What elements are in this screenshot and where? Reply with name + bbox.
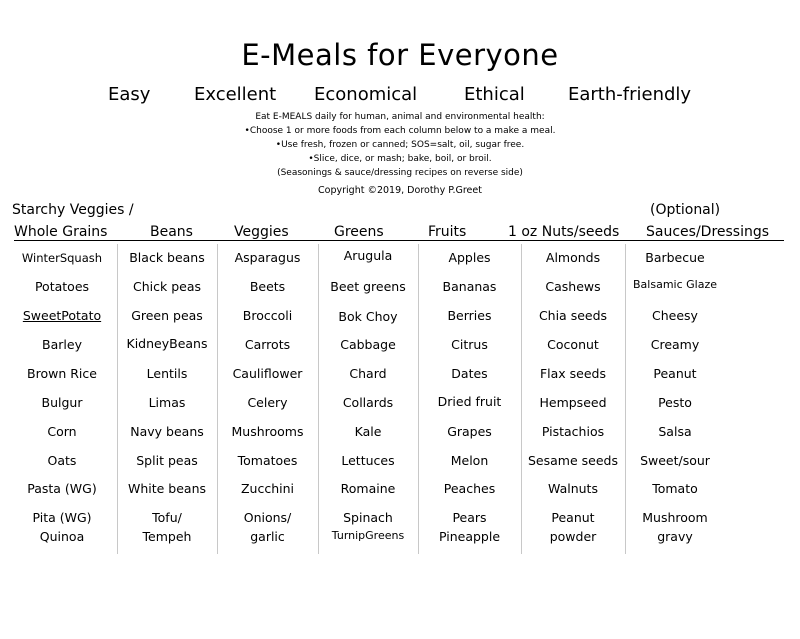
list-item: Potatoes: [34, 279, 90, 294]
list-item: Spinach: [343, 510, 393, 525]
list-item: Balsamic Glaze: [633, 278, 717, 291]
column-beans: [117, 244, 217, 554]
list-item: Cabbage: [340, 337, 396, 352]
list-item: KidneyBeans: [126, 336, 208, 351]
list-item: garlic: [250, 529, 285, 544]
list-item: Cashews: [545, 279, 601, 294]
list-item: Bananas: [442, 279, 497, 294]
header-optional: (Optional): [650, 202, 721, 218]
list-item: gravy: [657, 529, 693, 544]
list-item: Cheesy: [652, 308, 698, 323]
list-item: Onions/: [243, 510, 292, 525]
header-nuts-seeds: 1 oz Nuts/seeds: [508, 224, 620, 240]
instruction-line: Eat E-MEALS daily for human, animal and environmental health:: [255, 112, 545, 122]
list-item: Bok Choy: [338, 309, 398, 324]
list-item: Sweet/sour: [640, 453, 710, 468]
list-item: Creamy: [650, 337, 700, 352]
list-item: Salsa: [658, 424, 692, 439]
list-item: Citrus: [451, 337, 488, 352]
list-item: TurnipGreens: [331, 529, 405, 542]
column-sauces-dressings: [625, 244, 725, 554]
page-title: E-Meals for Everyone: [241, 38, 559, 72]
column-nuts-seeds: [521, 244, 625, 554]
list-item: Pineapple: [438, 529, 501, 544]
list-item: powder: [549, 529, 597, 544]
list-item: Zucchini: [240, 481, 295, 496]
list-item: Peaches: [443, 481, 496, 496]
list-item: Oats: [47, 453, 77, 468]
list-item: Pasta (WG): [27, 481, 97, 496]
instruction-line: •Slice, dice, or mash; bake, boil, or broil.: [308, 154, 492, 164]
copyright-notice: Copyright ©2019, Dorothy P.Greet: [318, 185, 482, 196]
column-fruits: [418, 244, 521, 554]
list-item: Sesame seeds: [528, 453, 618, 468]
list-item: Corn: [47, 424, 77, 439]
header-veggies: Veggies: [234, 224, 289, 240]
list-item: Almonds: [545, 250, 601, 265]
list-item: Collards: [342, 395, 394, 410]
list-item: Grapes: [447, 424, 492, 439]
list-item: Limas: [148, 395, 186, 410]
list-item: Lentils: [146, 366, 188, 381]
list-item: Green peas: [131, 308, 203, 323]
instruction-line: •Use fresh, frozen or canned; SOS=salt, oil, sugar free.: [275, 140, 525, 150]
list-item: Peanut: [551, 510, 595, 525]
instruction-line: •Choose 1 or more foods from each column below to a make a meal.: [244, 126, 556, 136]
list-item: Navy beans: [130, 424, 204, 439]
list-item: Arugula: [343, 248, 393, 263]
header-beans: Beans: [150, 224, 193, 240]
header-greens: Greens: [334, 224, 384, 240]
list-item: Pesto: [658, 395, 692, 410]
instruction-line: (Seasonings & sauce/dressing recipes on reverse side): [277, 168, 523, 178]
list-item: Pita (WG): [32, 510, 92, 525]
list-item: Tomatoes: [237, 453, 298, 468]
tagline-economical: Economical: [314, 84, 418, 105]
list-item: SweetPotato: [22, 308, 102, 323]
list-item: Chard: [349, 366, 387, 381]
column-starchy: [12, 244, 112, 554]
list-item: Barbecue: [645, 250, 705, 265]
list-item: Quinoa: [39, 529, 85, 544]
header-sauces-dressings: Sauces/Dressings: [646, 224, 770, 240]
list-item: Brown Rice: [27, 366, 97, 381]
list-item: Bulgur: [41, 395, 83, 410]
list-item: Carrots: [244, 337, 291, 352]
list-item: Beets: [249, 279, 286, 294]
header-starchy-top: Starchy Veggies /: [12, 202, 134, 218]
column-veggies: [217, 244, 318, 554]
tagline-excellent: Excellent: [194, 84, 277, 105]
list-item: Tomato: [652, 481, 698, 496]
list-item: Split peas: [136, 453, 198, 468]
list-item: Apples: [448, 250, 491, 265]
list-item: Beet greens: [330, 279, 406, 294]
list-item: Coconut: [547, 337, 599, 352]
list-item: Kale: [354, 424, 382, 439]
list-item: Broccoli: [242, 308, 293, 323]
list-item: Cauliflower: [232, 366, 303, 381]
list-item: Flax seeds: [539, 366, 607, 381]
list-item: Black beans: [129, 250, 205, 265]
list-item: Mushroom: [642, 510, 708, 525]
tagline-easy: Easy: [108, 84, 151, 105]
list-item: Berries: [447, 308, 492, 323]
list-item: Peanut: [653, 366, 697, 381]
list-item: Dried fruit: [437, 394, 502, 409]
list-item: Tempeh: [142, 529, 192, 544]
list-item: Lettuces: [341, 453, 395, 468]
list-item: Mushrooms: [231, 424, 304, 439]
list-item: Romaine: [340, 481, 396, 496]
column-greens: [318, 244, 418, 554]
header-whole-grains: Whole Grains: [14, 224, 108, 240]
instructions: [0, 110, 800, 180]
list-item: White beans: [127, 481, 207, 496]
header-fruits: Fruits: [428, 224, 467, 240]
list-item: Pistachios: [541, 424, 605, 439]
tagline-row: [108, 84, 708, 108]
list-item: Asparagus: [234, 250, 301, 265]
list-item: Tofu/: [152, 510, 182, 525]
list-item: Chia seeds: [538, 308, 608, 323]
header-divider: [14, 240, 784, 241]
list-item: Walnuts: [548, 481, 598, 496]
list-item: Pears: [452, 510, 487, 525]
list-item: Hempseed: [539, 395, 607, 410]
list-item: Celery: [247, 395, 288, 410]
list-item: Chick peas: [132, 279, 201, 294]
list-item: WinterSquash: [21, 251, 103, 265]
tagline-ethical: Ethical: [464, 84, 525, 105]
list-item: Barley: [42, 337, 82, 352]
tagline-earth-friendly: Earth-friendly: [568, 84, 692, 105]
list-item: Melon: [450, 453, 489, 468]
list-item: Dates: [451, 366, 488, 381]
